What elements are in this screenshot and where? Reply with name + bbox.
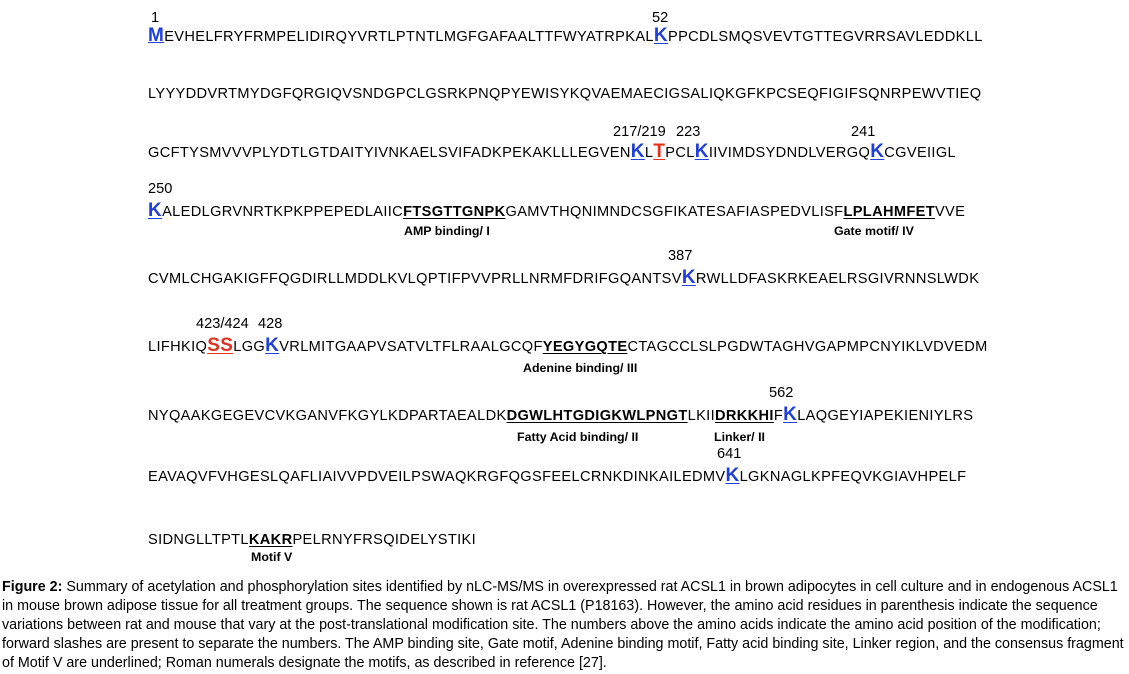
motif-label-adenine-binding: Adenine binding/ III	[523, 361, 638, 375]
sequence-segment: VVE	[934, 204, 966, 220]
acetylation-site-k250: K	[148, 200, 163, 221]
sequence-segment: F	[773, 408, 784, 424]
motif-gate: LPLAHMFET	[843, 204, 935, 220]
sequence-segment: LAQGEYIAPEKIENIYLRS	[797, 408, 974, 424]
motif-adenine-binding: YEGYGQTE	[542, 339, 628, 355]
motif-linker: DRKKHI	[714, 408, 774, 424]
sequence-line	[148, 467, 966, 486]
sequence-segment: PCL	[665, 145, 695, 161]
position-number-250: 250	[148, 181, 173, 197]
figure-caption	[2, 578, 1127, 673]
sequence-line	[148, 27, 983, 46]
motif-fatty-acid-binding: DGWLHTGDIGKWLPNGT	[506, 408, 688, 424]
sequence-segment: LYYYDDVRTMYDGFQRGIQVSNDGPCLGSRKPNQPYEWISYKQVAEMAECIGSALIQKGFKPCSEQFIGIFSQNRPEWVTIEQ	[148, 86, 982, 102]
sequence-segment: IIVIMDSYDNDLVERGQ	[708, 145, 871, 161]
motif-label-linker: Linker/ II	[714, 430, 765, 444]
sequence-segment: NYQAAKGEGEVCVKGANVFKGYLKDPARTAEALDK	[148, 408, 507, 424]
acetylation-site-k428: K	[265, 335, 280, 356]
motif-label-motif-v: Motif V	[251, 550, 293, 564]
sequence-segment: PPCDLSMQSVEVTGTTEGVRRSAVLEDDKLL	[667, 29, 983, 45]
sequence-segment: LGG	[233, 339, 266, 355]
motif-label-amp-binding: AMP binding/ I	[404, 224, 490, 238]
sequence-segment: VRLMITGAAPVSATVLTFLRAALGCQF	[279, 339, 543, 355]
position-number-387: 387	[668, 248, 693, 264]
sequence-line	[148, 406, 973, 425]
sequence-segment: PELRNYFRSQIDELYSTIKI	[292, 532, 476, 548]
motif-amp-binding: FTSGTTGNPK	[403, 204, 506, 220]
sequence-segment: LGKNAGLKPFEQVKGIAVHPELF	[739, 469, 967, 485]
sequence-segment: SIDNGLLTPTL	[148, 532, 249, 548]
acetylation-site-k241: K	[870, 141, 885, 162]
figure-label: Figure 2:	[2, 579, 63, 595]
position-number-423-424: 423/424	[196, 316, 249, 332]
position-number-217-219: 217/219	[613, 124, 666, 140]
motif-v: KAKR	[248, 532, 293, 548]
sequence-segment: CTAGCCLSLPGDWTAGHVGAPMPCNYIKLVDVEDM	[627, 339, 988, 355]
sequence-segment: CVMLCHGAKIGFFQGDIRLLMDDLKVLQPTIFPVVPRLLNRMFDRIFGQANTSV	[148, 271, 682, 287]
sequence-line	[148, 269, 979, 288]
sequence-segment: LKII	[687, 408, 715, 424]
sequence-line	[148, 337, 988, 356]
motif-label-gate: Gate motif/ IV	[834, 224, 914, 238]
position-number-428: 428	[258, 316, 283, 332]
figure-caption-text: Summary of acetylation and phosphorylation sites identified by nLC-MS/MS in overexpressed rat ACSL1 in brown adipocytes in cell culture and in endogenous ACSL1 in mouse brown adipose tissue for all treatment groups. The sequence shown is rat ACSL1 (P18163). However, the amino acid residues in parenthesis indicate the sequence variations between rat and mouse that vary at the post-translational modification site. The numbers above the amino acids indicate the amino acid position of the modification; forward slashes are present to separate the numbers. The AMP binding site, Gate motif, Adenine binding motif, Fatty acid binding site, Linker region, and the consensus fragment of Motif V are underlined; Roman numerals designate the motifs, as described in reference [27].	[2, 579, 1124, 671]
position-number-52: 52	[652, 10, 669, 26]
motif-label-fatty-acid-binding: Fatty Acid binding/ II	[517, 430, 639, 444]
phosphorylation-site-t219: T	[653, 141, 666, 162]
sequence-segment: LIFHKIQ	[148, 339, 208, 355]
acetylation-site-k223: K	[694, 141, 709, 162]
sequence-line	[148, 143, 956, 162]
sequence-segment: CGVEIIGL	[884, 145, 957, 161]
acetylation-site-k387: K	[681, 267, 696, 288]
position-number-562: 562	[769, 385, 794, 401]
sequence-segment: ALEDLGRVNRTKPKPPEPEDLAIIC	[162, 204, 404, 220]
sequence-line	[148, 531, 476, 549]
sequence-segment: GAMVTHQNIMNDCSGFIKATESAFIASPEDVLISF	[505, 204, 844, 220]
sequence-line	[148, 202, 965, 221]
position-number-1: 1	[151, 10, 160, 26]
sequence-segment: EAVAQVFVHGESLQAFLIAIVVPDVEILPSWAQKRGFQGSFEELCRNKDINKAILEDMV	[148, 469, 726, 485]
sequence-segment: RWLLDFASKRKEAELRSGIVRNNSLWDK	[695, 271, 980, 287]
acetylation-site-k52: K	[653, 25, 668, 46]
position-number-223: 223	[676, 124, 701, 140]
acetylation-site-k562: K	[783, 404, 798, 425]
sequence-segment: GCFTYSMVVVPLYDTLGTDAITYIVNKAELSVIFADKPEKAKLLLEGVEN	[148, 145, 631, 161]
acetylation-site-k217: K	[630, 141, 645, 162]
sequence-segment: EVHELFRYFRMPELIDIRQYVRTLPTNTLMGFGAFAALTTFWYATRPKAL	[164, 29, 654, 45]
phosphorylation-site-s423-s424: SS	[207, 335, 234, 356]
position-number-641: 641	[717, 446, 742, 462]
start-residue: M	[148, 25, 165, 46]
acetylation-site-k641: K	[725, 465, 740, 486]
sequence-line	[148, 85, 981, 103]
sequence-segment: L	[644, 145, 654, 161]
position-number-241: 241	[851, 124, 876, 140]
